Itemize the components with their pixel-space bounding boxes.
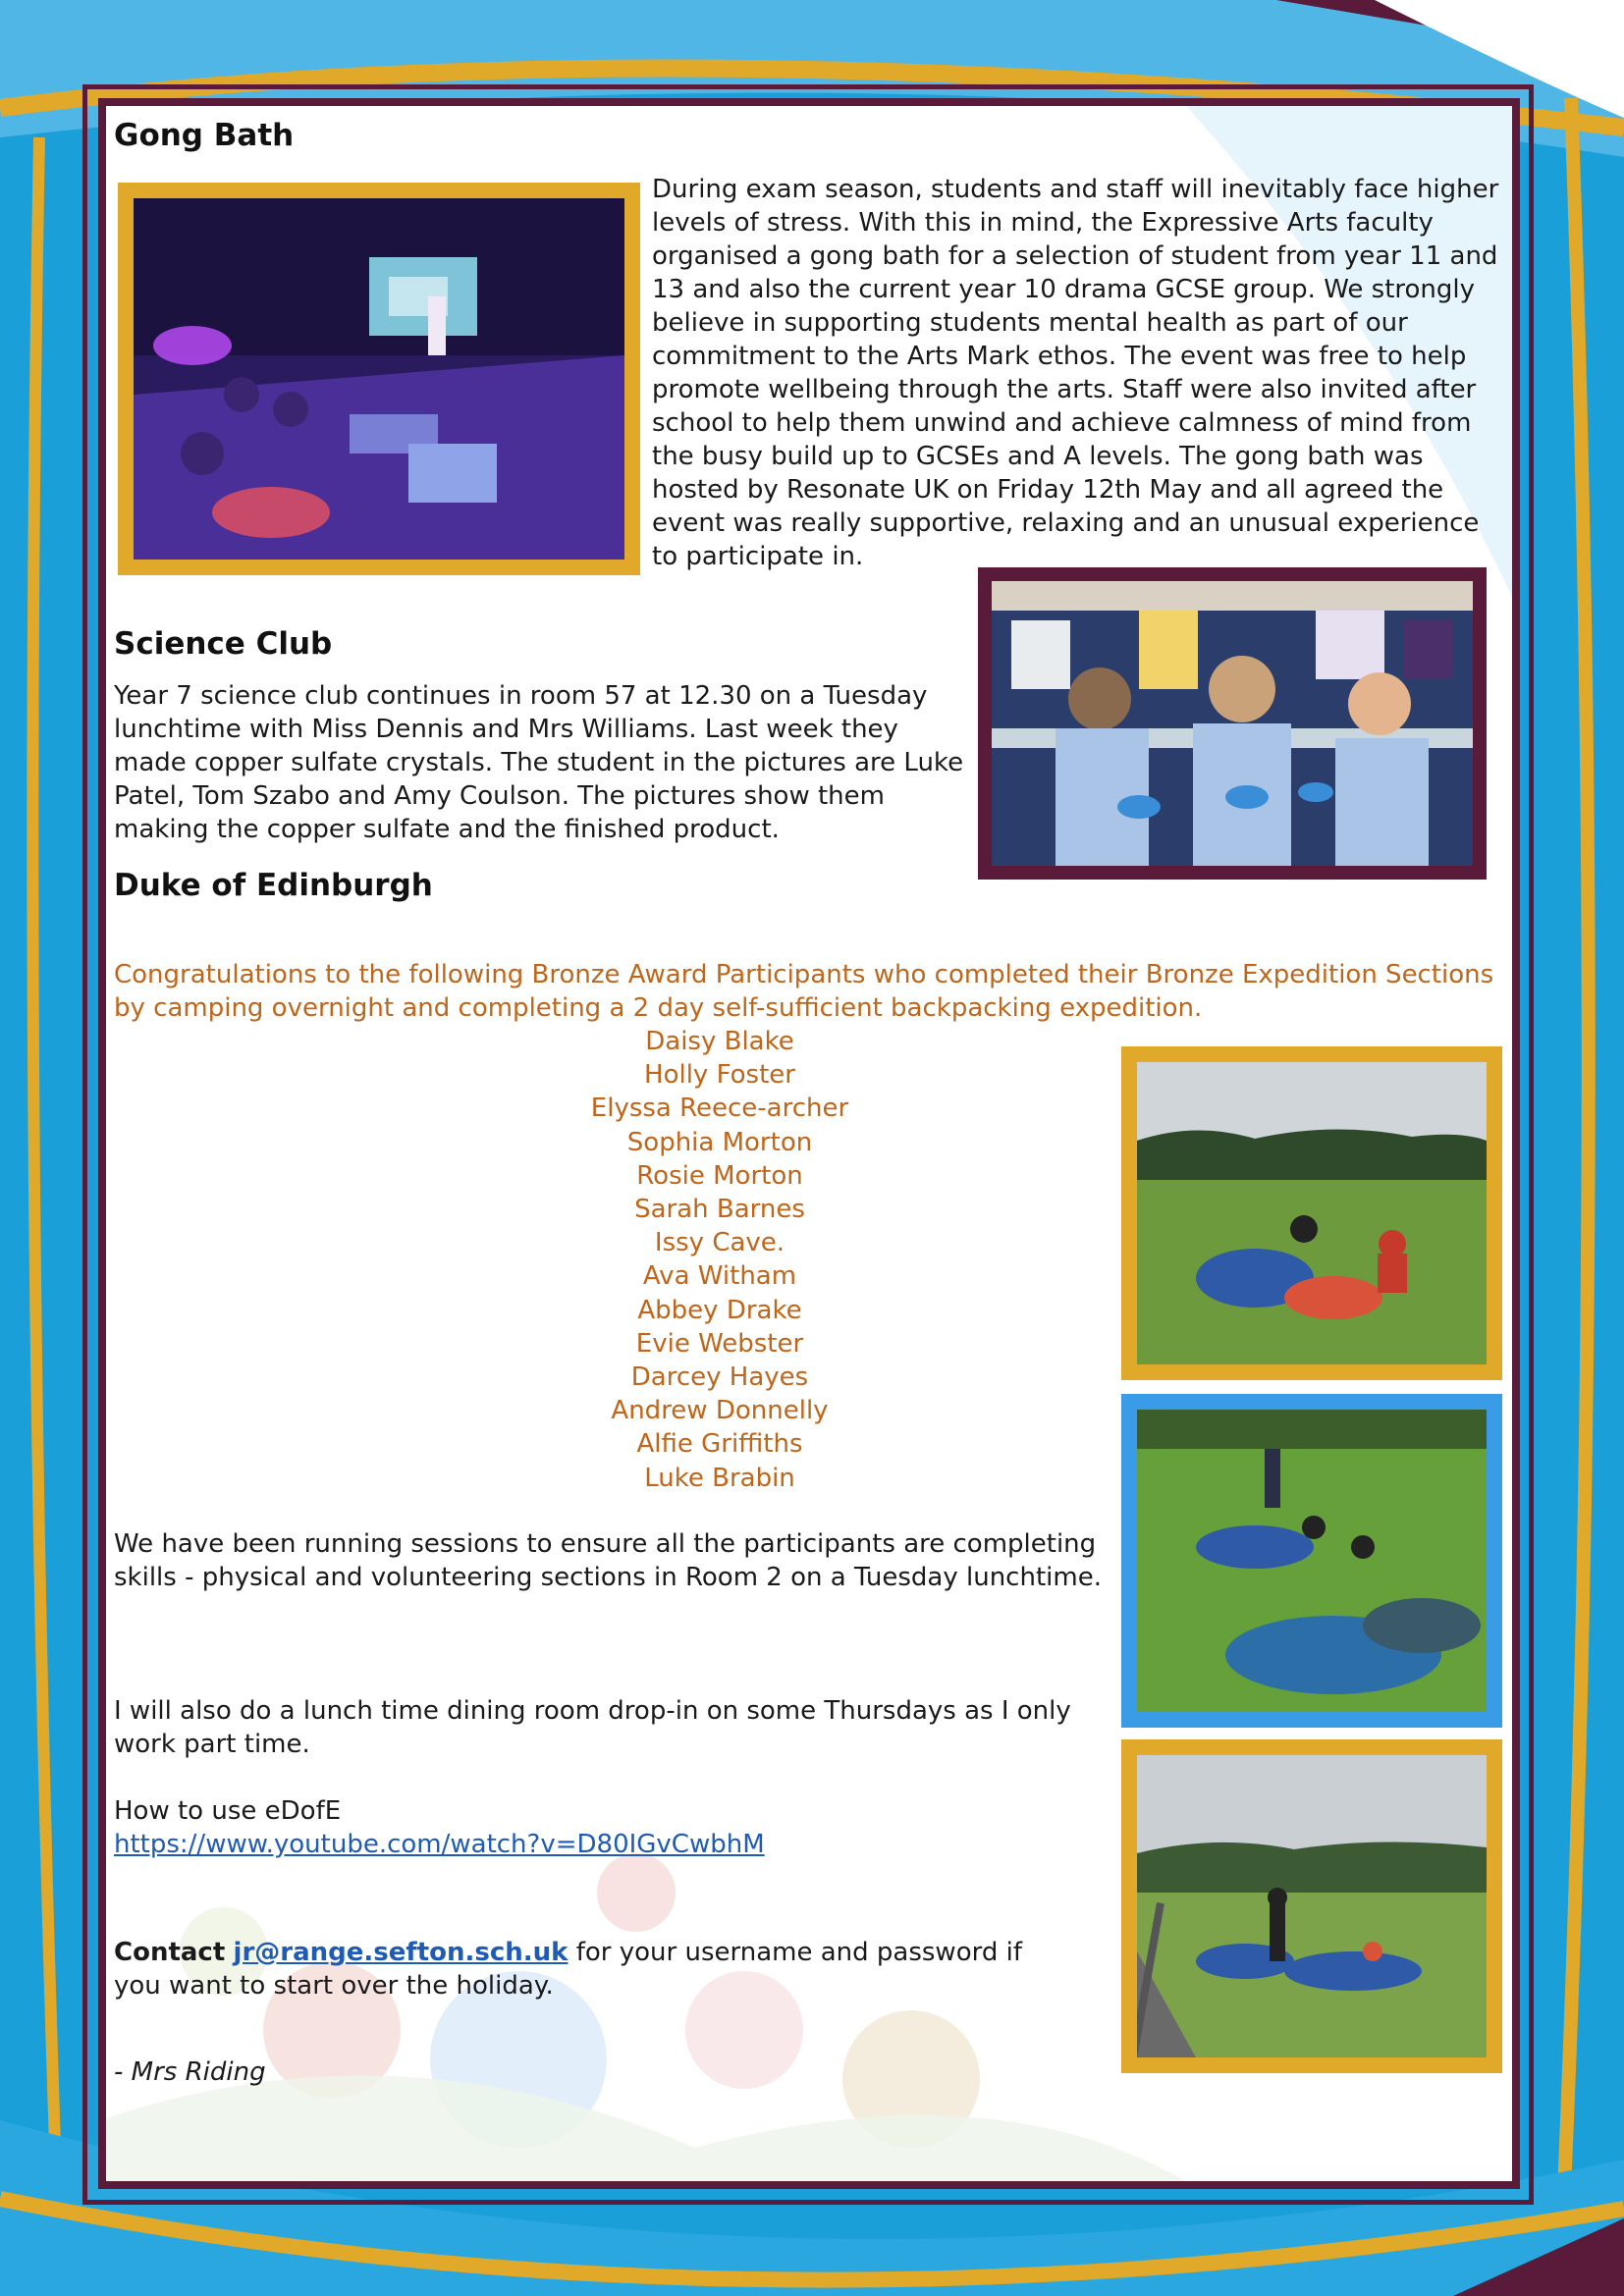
contact-email-link[interactable]: jr@range.sefton.sch.uk (233, 1938, 568, 1967)
dofe-participants-list (479, 1025, 960, 1495)
gong-bath-text: During exam season, students and staff will inevitably face higher levels of stress. With this in mind, the Expressive Arts faculty organised a gong bath for a selection of student from year 11 and 13 and also the current year 10 drama GCSE group. We strongly believe in supporting students mental health as part of our commitment to the Arts Mark ethos. The event was free to help promote wellbeing through the arts. Staff were also invited after school to help them unwind and achieve calmness of mind from the busy build up to GCSEs and A levels. The gong bath was hosted by Resonate UK on Friday 12th May and all agreed the event was really supportive, relaxing and an unusual experience to participate in. (652, 175, 1499, 571)
dofe-howto-text: How to use eDofE (114, 1796, 342, 1826)
science-club-photo (978, 567, 1487, 880)
participant-name: Issy Cave. (654, 1228, 785, 1258)
contact-label: Contact (114, 1938, 226, 1967)
dofe-image-3 (1137, 1755, 1487, 2057)
dofe-sessions-text: We have been running sessions to ensure all the participants are completing skills - physical and volunteering sections in Room 2 on a Tuesday lunchtime. (114, 1529, 1102, 1592)
participant-name: Holly Foster (644, 1060, 795, 1091)
page-content (106, 106, 1512, 2181)
dofe-dropin-text: I will also do a lunch time dining room drop-in on some Thursdays as I only work part time. (114, 1696, 1071, 1759)
science-club-heading: Science Club (114, 626, 333, 662)
participant-name: Andrew Donnelly (611, 1396, 829, 1426)
gong-bath-photo (118, 183, 640, 575)
participant-name: Ava Witham (642, 1261, 797, 1292)
dofe-photo-1 (1121, 1046, 1502, 1380)
participant-name: Elyssa Reece-archer (590, 1094, 849, 1124)
signature: - Mrs Riding (114, 2057, 266, 2087)
gong-bath-heading: Gong Bath (114, 118, 295, 153)
dofe-image-2 (1137, 1410, 1487, 1712)
gong-bath-image (134, 198, 624, 560)
dofe-photo-2 (1121, 1394, 1502, 1728)
participant-name: Rosie Morton (636, 1160, 803, 1191)
participant-name: Alfie Griffiths (636, 1429, 803, 1460)
dofe-contact-text (114, 1936, 1076, 2002)
contact-rest: for your username and password if you want to start over the holiday. (114, 1938, 1022, 2001)
edofe-video-link[interactable]: https://www.youtube.com/watch?v=D80IGvCwbhM (114, 1830, 765, 1859)
dofe-photo-3 (1121, 1739, 1502, 2073)
participant-name: Luke Brabin (644, 1463, 795, 1493)
participant-name: Darcey Hayes (630, 1362, 809, 1393)
participant-name: Abbey Drake (637, 1295, 802, 1325)
participant-name: Evie Webster (635, 1328, 804, 1359)
participant-name: Sophia Morton (626, 1127, 813, 1157)
dofe-congrats-text: Congratulations to the following Bronze Award Participants who completed their Bronze Expedition Sections by camping overnight and completing a 2 day self-sufficient backpacking expedition. (114, 960, 1494, 1023)
participant-name: Daisy Blake (645, 1027, 794, 1056)
dofe-heading: Duke of Edinburgh (114, 868, 433, 903)
participant-name: Sarah Barnes (634, 1195, 805, 1225)
science-club-image (992, 581, 1473, 866)
dofe-image-1 (1137, 1062, 1487, 1364)
science-club-text: Year 7 science club continues in room 57 at 12.30 on a Tuesday lunchtime with Miss Dennis and Mrs Williams. Last week they made copper sulfate crystals. The student in the pictures are Luke Patel, Tom Szabo and Amy Coulson. The pictures show them making the copper sulfate and the finished product. (114, 681, 964, 844)
